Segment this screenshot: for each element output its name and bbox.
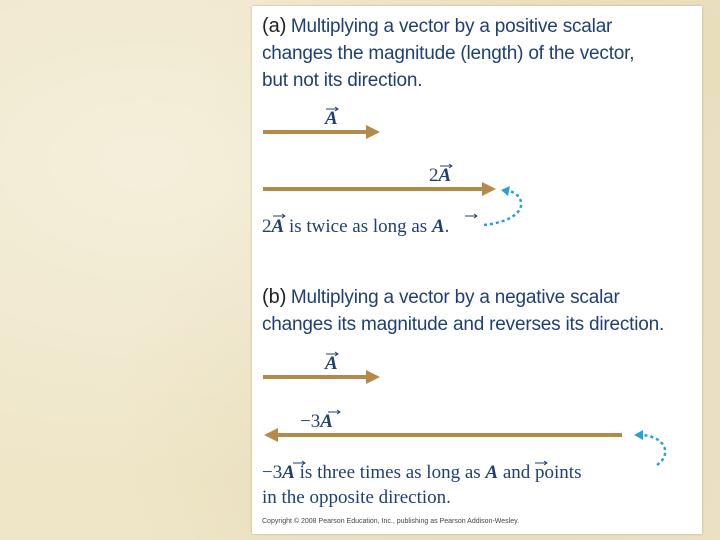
part-a-note (262, 216, 449, 238)
note-b-end: and points (498, 462, 582, 483)
note-a-coef: 2 (262, 216, 272, 237)
part-b-caption-line2: changes its magnitude and reverses its direction. (262, 314, 665, 335)
vector-a-label: A (325, 108, 338, 129)
note-a-vec2: A (431, 216, 445, 237)
part-b-caption-line1 (262, 286, 620, 309)
part-b-note-line1 (262, 462, 581, 484)
vector-neg3a-vec: A (320, 411, 333, 432)
part-b-caption-text: Multiplying a vector by a negative scalar (290, 287, 620, 308)
vector-2a-arrow (263, 182, 496, 196)
vector-2a-vec: A (438, 165, 452, 186)
vector-b-a-arrow (263, 370, 380, 384)
note-b-coef: −3 (262, 462, 283, 483)
copyright-text: Copyright © 2008 Pearson Education, Inc., publishing as Pearson Addison-Wesley. (262, 518, 520, 525)
vector-a-arrow (263, 125, 380, 139)
figure-panel (252, 6, 702, 534)
vector-b-a-label: A (325, 353, 338, 374)
part-a-caption-line1 (262, 15, 612, 38)
vector-2a-label (429, 165, 451, 187)
note-b-mid: is three times as long as (294, 462, 486, 483)
vector-2a-coef: 2 (429, 165, 439, 186)
part-a-caption-line2: changes the magnitude (length) of the vector, (262, 43, 635, 64)
part-b-label: (b) (262, 286, 287, 308)
note-a-vec1: A (271, 216, 285, 237)
note-a-end: . (444, 216, 450, 237)
vector-neg3a-label (300, 411, 333, 433)
part-b-note-line2: in the opposite direction. (262, 487, 451, 508)
part-a-caption-line3: but not its direction. (262, 70, 423, 91)
note-a-mid: is twice as long as (284, 216, 432, 237)
vector-neg3a-coef: −3 (300, 411, 321, 432)
note-b-vec1: A (282, 462, 295, 483)
dotted-curve-b (634, 430, 665, 465)
note-b-vec2: A (485, 462, 499, 483)
part-a-caption-text: Multiplying a vector by a positive scalar (290, 16, 613, 37)
part-a-label: (a) (262, 15, 287, 37)
